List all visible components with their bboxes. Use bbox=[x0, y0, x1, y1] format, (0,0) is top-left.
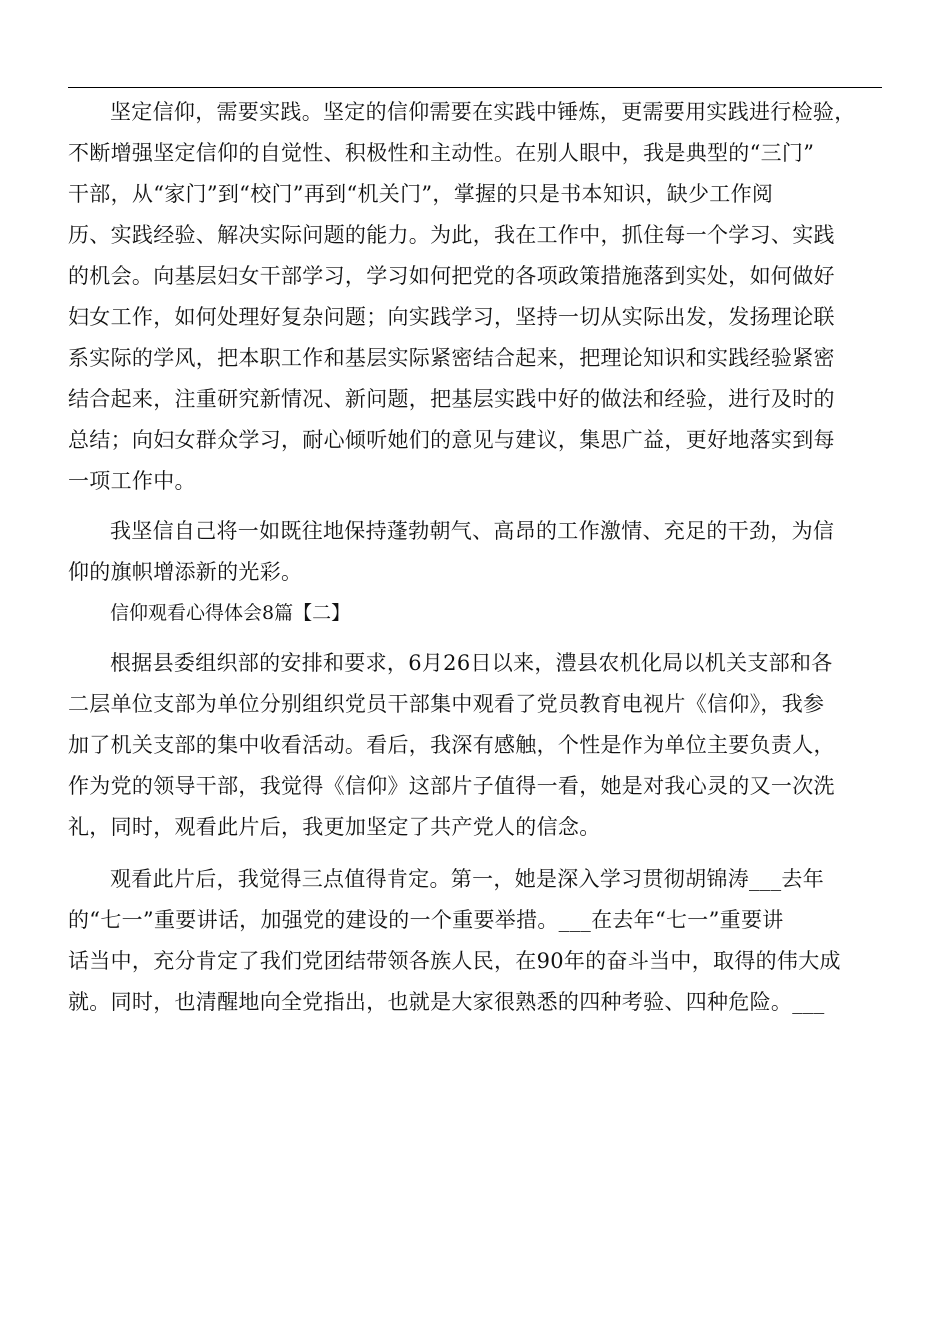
text-line: 话当中，充分肯定了我们党团结带领各族人民，在90年的奋斗当中，取得的伟大成 bbox=[68, 949, 841, 973]
section-heading: 信仰观看心得体会8篇【二】 bbox=[110, 602, 351, 624]
text-line: 不断增强坚定信仰的自觉性、积极性和主动性。在别人眼中，我是典型的“三门” bbox=[68, 141, 815, 165]
text-line: 系实际的学风，把本职工作和基层实际紧密结合起来，把理论知识和实践经验紧密 bbox=[68, 346, 835, 370]
header-rule bbox=[68, 87, 882, 88]
document-body bbox=[68, 92, 882, 1023]
text-line: 就。同时，也清醒地向全党指出，也就是大家很熟悉的四种考验、四种危险。___ bbox=[68, 990, 825, 1014]
text-line: 结合起来，注重研究新情况、新问题，把基层实践中好的做法和经验，进行及时的 bbox=[68, 387, 835, 411]
text-line: 观看此片后，我觉得三点值得肯定。第一，她是深入学习贯彻胡锦涛___去年 bbox=[110, 867, 824, 891]
text-line: 的“七一”重要讲话，加强党的建设的一个重要举措。___在去年“七一”重要讲 bbox=[68, 908, 784, 932]
text-line: 礼，同时，观看此片后，我更加坚定了共产党人的信念。 bbox=[68, 815, 601, 839]
paragraph-affirmation bbox=[68, 859, 882, 1023]
paragraph-practice bbox=[68, 92, 882, 502]
text-line: 加了机关支部的集中收看活动。看后，我深有感触，个性是作为单位主要负责人， bbox=[68, 733, 835, 757]
text-line: 历、实践经验、解决实际问题的能力。为此，我在工作中，抓住每一个学习、实践 bbox=[68, 223, 835, 247]
text-line: 妇女工作，如何处理好复杂问题；向实践学习，坚持一切从实际出发，发扬理论联 bbox=[68, 305, 835, 329]
text-line: 我坚信自己将一如既往地保持蓬勃朝气、高昂的工作激情、充足的干劲，为信 bbox=[110, 519, 835, 543]
paragraph-arrangement bbox=[68, 643, 882, 848]
text-line: 坚定信仰，需要实践。坚定的信仰需要在实践中锤炼，更需要用实践进行检验， bbox=[110, 100, 856, 124]
text-line: 总结；向妇女群众学习，耐心倾听她们的意见与建议，集思广益，更好地落实到每 bbox=[68, 428, 835, 452]
text-line: 作为党的领导干部，我觉得《信仰》这部片子值得一看，她是对我心灵的又一次洗 bbox=[68, 774, 835, 798]
text-line: 干部，从“家门”到“校门”再到“机关门”，掌握的只是书本知识，缺少工作阅 bbox=[68, 182, 774, 206]
paragraph-belief bbox=[68, 511, 882, 593]
text-line: 根据县委组织部的安排和要求，6月26日以来，澧县农机化局以机关支部和各 bbox=[110, 651, 833, 675]
text-line: 一项工作中。 bbox=[68, 469, 196, 493]
text-line: 二层单位支部为单位分别组织党员干部集中观看了党员教育电视片《信仰》，我参 bbox=[68, 692, 825, 716]
text-line: 的机会。向基层妇女干部学习，学习如何把党的各项政策措施落到实处，如何做好 bbox=[68, 264, 835, 288]
text-line: 仰的旗帜增添新的光彩。 bbox=[68, 560, 303, 584]
